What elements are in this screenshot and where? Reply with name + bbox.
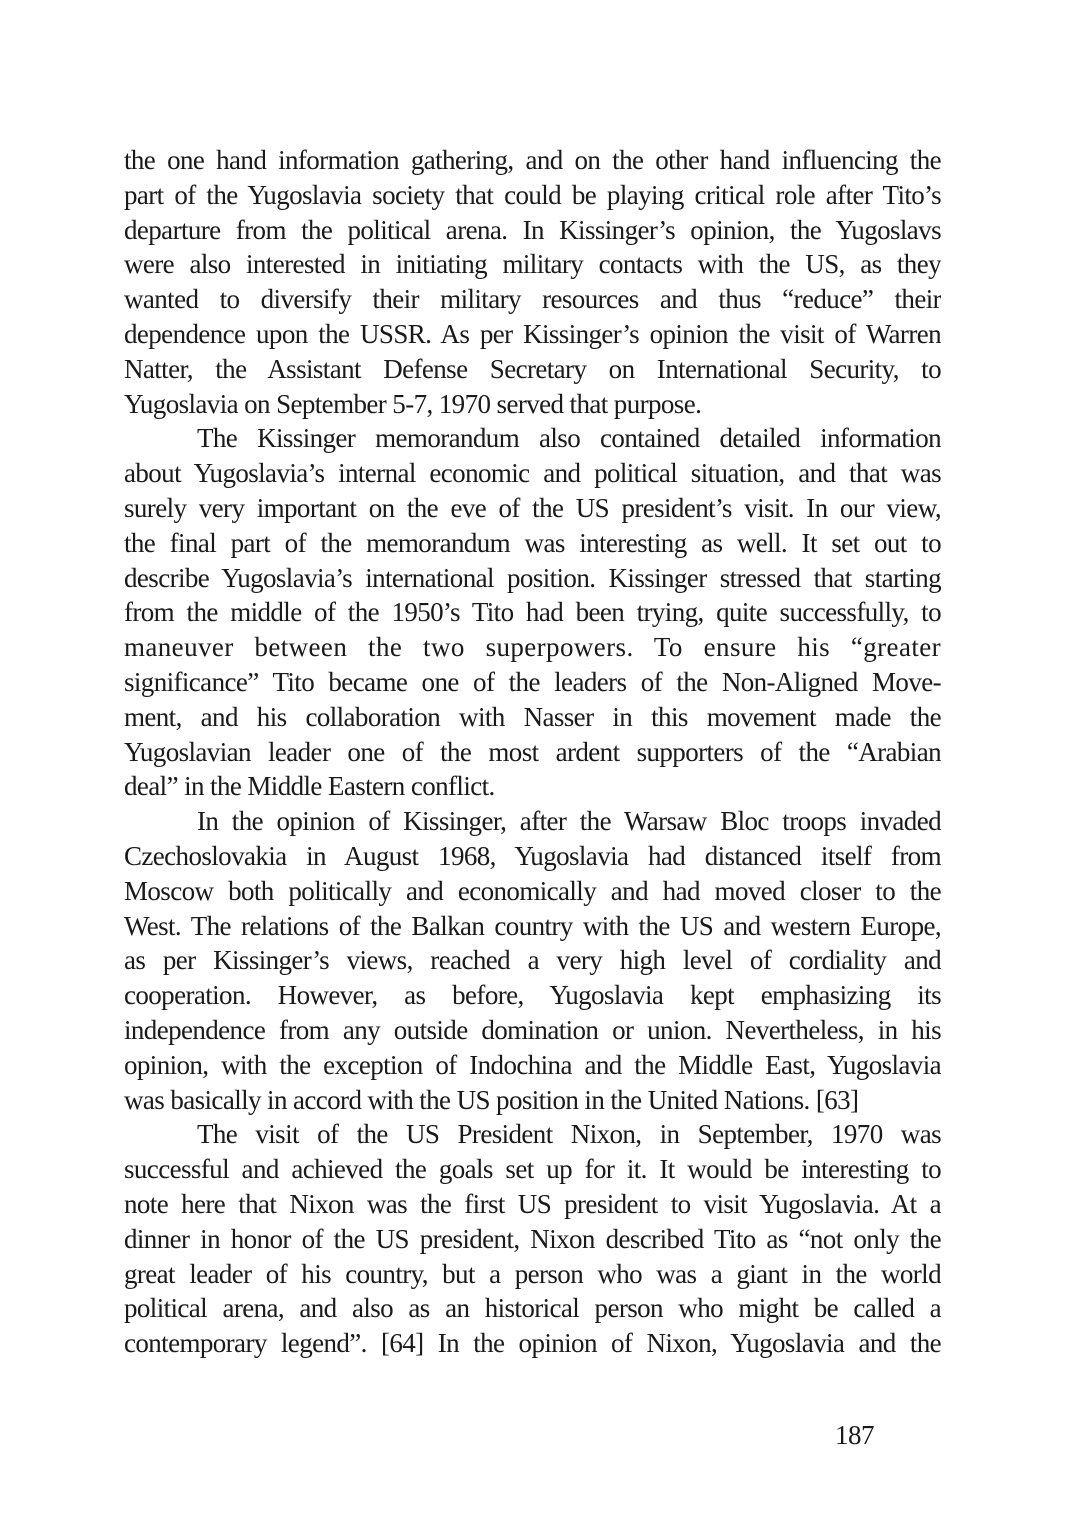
text-line: dinner in honor of the US president, Nixon described Tito as “not only the <box>124 1223 941 1254</box>
page-number: 187 <box>835 1420 874 1450</box>
text-line: wanted to diversify their military resources and thus “reduce” their <box>124 284 941 315</box>
text-line: maneuver between the two superpowers. To ensure his “greater <box>124 632 941 663</box>
text-line: were also interested in initiating military contacts with the US, as they <box>124 249 941 280</box>
text-line: departure from the political arena. In Kissinger’s opinion, the Yugoslavs <box>124 214 941 245</box>
text-line: significance” Tito became one of the leaders of the Non-Aligned Move- <box>124 666 941 697</box>
text-line: In the opinion of Kissinger, after the Warsaw Bloc troops invaded <box>197 806 941 837</box>
text-line: Yugoslavia on September 5-7, 1970 served that purpose. <box>124 388 702 419</box>
text-line: West. The relations of the Balkan country with the US and western Europe, <box>124 910 941 941</box>
text-line: The visit of the US President Nixon, in September, 1970 was <box>197 1119 941 1150</box>
text-line: ment, and his collaboration with Nasser in this movement made the <box>124 701 941 732</box>
text-line: dependence upon the USSR. As per Kissinger’s opinion the visit of Warren <box>124 318 941 349</box>
text-line: as per Kissinger’s views, reached a very high level of cordiality and <box>124 945 941 976</box>
text-line: political arena, and also as an historical person who might be called a <box>124 1293 941 1324</box>
text-line: the final part of the memorandum was interesting as well. It set out to <box>124 527 941 558</box>
text-line: the one hand information gathering, and on the other hand influencing the <box>124 145 941 175</box>
text-line: cooperation. However, as before, Yugoslavia kept emphasizing its <box>124 980 941 1011</box>
text-line: was basically in accord with the US position in the United Nations. [63] <box>124 1084 859 1115</box>
text-line: successful and achieved the goals set up for it. It would be interesting to <box>124 1154 941 1185</box>
text-line: note here that Nixon was the first US president to visit Yugoslavia. At a <box>124 1188 941 1219</box>
paragraph <box>124 421 941 804</box>
text-line: about Yugoslavia’s internal economic and political situation, and that was <box>124 458 941 489</box>
text-line: describe Yugoslavia’s international position. Kissinger stressed that starting <box>124 562 941 593</box>
text-line: Natter, the Assistant Defense Secretary on International Security, to <box>124 353 941 384</box>
text-line: Moscow both politically and economically and had moved closer to the <box>124 875 941 906</box>
text-line: opinion, with the exception of Indochina and the Middle East, Yugoslavia <box>124 1049 941 1080</box>
text-line: from the middle of the 1950’s Tito had been trying, quite successfully, to <box>124 597 941 628</box>
text-line: contemporary legend”. [64] In the opinion of Nixon, Yugoslavia and the <box>124 1328 941 1359</box>
text-line: deal” in the Middle Eastern conflict. <box>124 771 495 802</box>
paragraph <box>124 1117 941 1361</box>
text-line: Czechoslovakia in August 1968, Yugoslavia had distanced itself from <box>124 840 941 871</box>
text-line: part of the Yugoslavia society that could be playing critical role after Tito’s <box>124 179 941 210</box>
text-line: independence from any outside domination or union. Nevertheless, in his <box>124 1014 941 1045</box>
page-body <box>124 143 941 1361</box>
text-line: Yugoslavian leader one of the most ardent supporters of the “Arabian <box>124 736 941 767</box>
text-line: surely very important on the eve of the US president’s visit. In our view, <box>124 492 941 523</box>
paragraph <box>124 143 941 421</box>
text-line: The Kissinger memorandum also contained detailed information <box>197 423 941 454</box>
paragraph <box>124 804 941 1117</box>
text-line: great leader of his country, but a person who was a giant in the world <box>124 1258 941 1289</box>
